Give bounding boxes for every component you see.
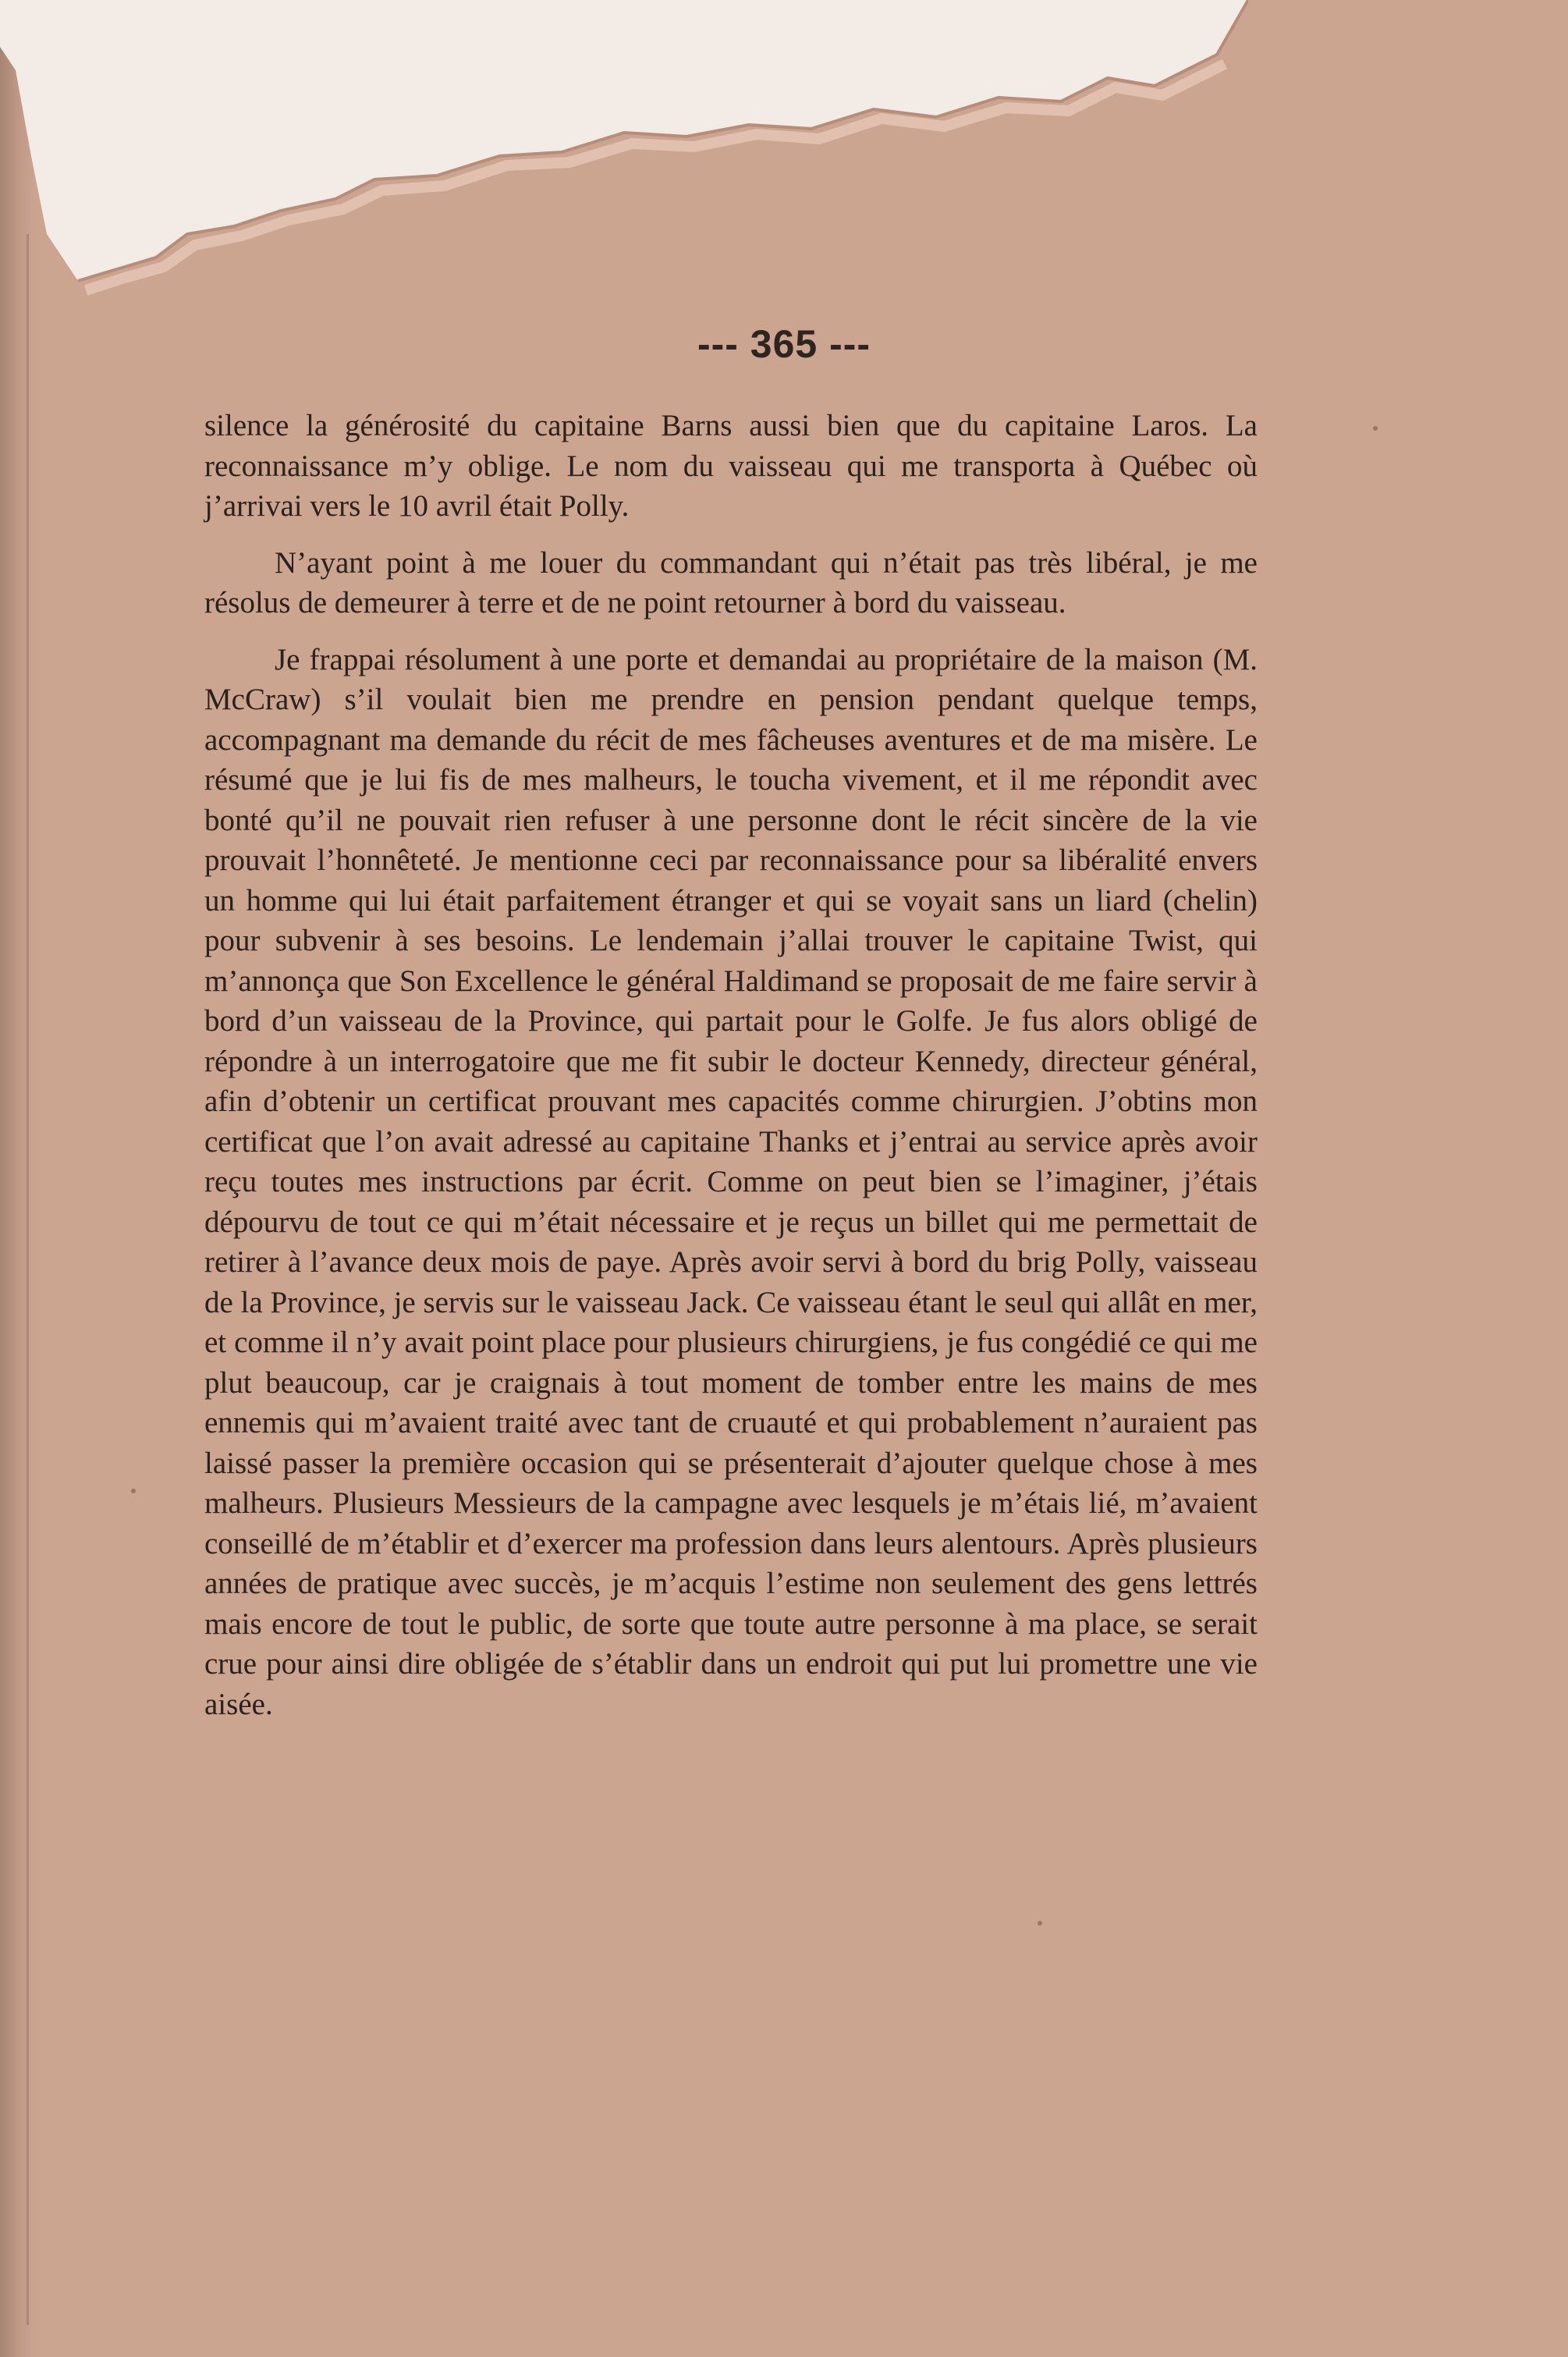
paragraph-3: Je frappai résolument à une porte et demandai au propriétaire de la maison (M. McCraw) s’il voulait bien me prendre en pension pendant quelque temps, accompagnant ma demande du récit de mes fâcheuses aventures et de ma misère. Le résumé que je lui fis de mes malheurs, le toucha vivement, et il me répondit avec bonté qu’il ne pouvait rien refuser à une personne dont le récit sincère de la vie prouvait l’honnêteté. Je mentionne ceci par reconnaissance pour sa libéralité envers un homme qui lui était parfaitement étranger et qui se voyait sans un liard (chelin) pour subvenir à ses besoins. Le lendemain j’allai trouver le capitaine Twist, qui m’annonça que Son Excellence le général Haldimand se proposait de me faire servir à bord d’un vaisseau de la Province, qui partait pour le Golfe. Je fus alors obligé de répondre à un interrogatoire que me fit subir le docteur Kennedy, directeur général, afin d’obtenir un certificat prouvant mes capacités comme chirurgien. J’obtins mon certificat que l’on avait adressé au capitaine Thanks et j’entrai au service après avoir reçu toutes mes instructions par écrit. Comme on peut bien se l’imaginer, j’étais dépourvu de tout ce qui m’était nécessaire et je reçus un billet qui me permettait de retirer à l’avance deux mois de paye. Après avoir servi à bord du brig Polly, vaisseau de la Province, je servis sur le vaisseau Jack. Ce vaisseau étant le seul qui allât en mer, et comme il n’y avait point place pour plusieurs chirurgiens, je fus congédié ce qui me plut beaucoup, car je craignais à tout moment de tomber entre les mains de mes ennemis qui m’avaient traité avec tant de cruauté et qui probablement n’auraient pas laissé passer la première occasion qui se présenterait d’ajouter quelque chose à mes malheurs. Plusieurs Messieurs de la campagne avec lesquels je m’étais lié, m’avaient conseillé de m’établir et d’exercer ma profession dans leurs alentours. Après plusieurs années de pratique avec succès, je m’acquis l’estime non seulement des gens lettrés mais encore de tout le public, de sorte que toute autre personne à ma place, se serait crue pour ainsi dire obligée de s’établir dans un endroit qui put lui promettre une vie aisée. xyxy=(204,642,1258,1721)
page-number: --- 365 --- xyxy=(697,322,871,366)
gutter-shadow xyxy=(27,234,29,2325)
torn-corner xyxy=(0,0,1248,328)
paragraph-1: silence la générosité du capitaine Barns aussi bien que du capitaine Laros. La reconnaissance m’y oblige. Le nom du vaisseau qui me transporta à Québec où j’arrivai vers le 10 avril était Polly. xyxy=(204,409,1258,523)
paper-speck xyxy=(131,1489,136,1493)
paragraph-2: N’ayant point à me louer du commandant qui n’était pas très libéral, je me résolus de demeurer à terre et de ne point retourner à bord du vaisseau. xyxy=(204,545,1258,619)
paper-speck xyxy=(1373,426,1378,431)
body-text xyxy=(204,406,1258,1741)
paper-speck xyxy=(1038,1921,1042,1926)
